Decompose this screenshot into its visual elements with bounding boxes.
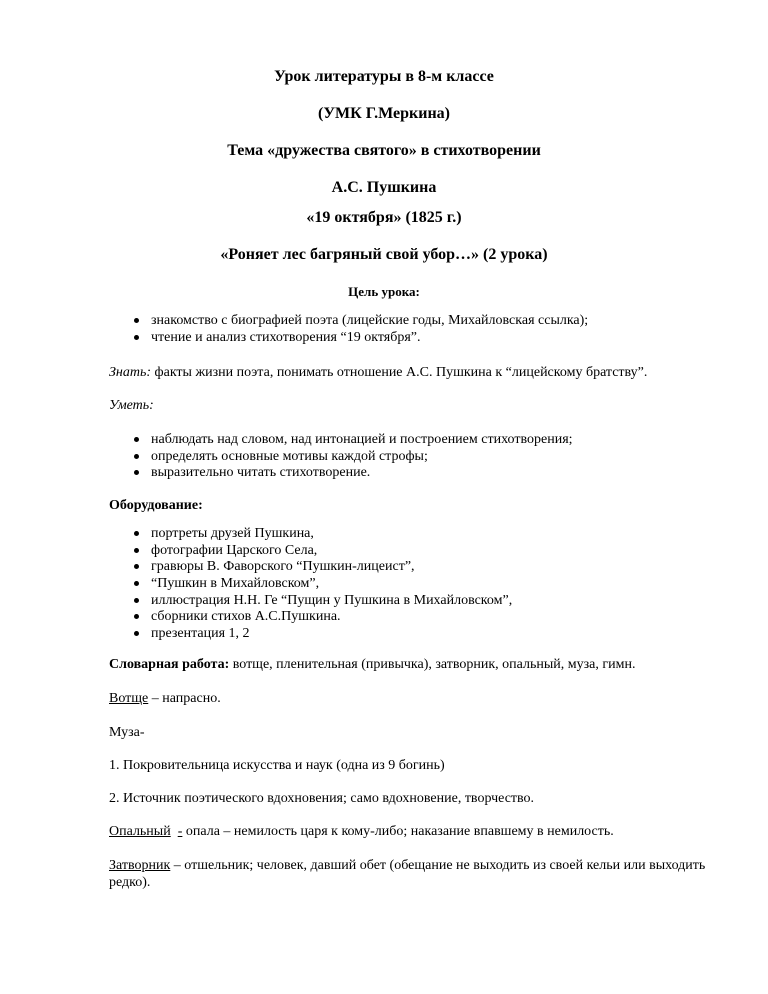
equipment-item-6: сборники стихов А.С.Пушкина.	[151, 609, 341, 625]
bullet-icon	[134, 335, 139, 340]
opalny-definition	[109, 823, 709, 840]
muza-definition-2: 2. Источник поэтического вдохновения; само вдохновение, творчество.	[109, 791, 535, 806]
bullet-icon	[134, 614, 139, 619]
opalny-text: опала – немилость царя к кому-либо; наказание впавшему в немилость.	[182, 824, 614, 839]
list-item	[109, 625, 512, 642]
list-item	[109, 575, 512, 592]
can-item-3: выразительно читать стихотворение.	[151, 465, 371, 481]
equipment-item-4: “Пушкин в Михайловском”,	[151, 576, 320, 592]
bullet-icon	[134, 564, 139, 569]
list-item	[109, 329, 588, 346]
equipment-item-5: иллюстрация Н.Н. Ге “Пущин у Пушкина в Михайловском”,	[151, 592, 513, 608]
bullet-icon	[134, 598, 139, 603]
list-item	[109, 431, 573, 448]
goal-item-2: чтение и анализ стихотворения “19 октября”.	[151, 329, 421, 345]
know-label: Знать:	[109, 365, 152, 380]
zatvornik-text: – отшельник; человек, давший обет (обещание не выходить из своей кельи или выходить редко).	[109, 858, 706, 890]
goal-heading: Цель урока:	[348, 284, 420, 299]
title-line-3: Тема «дружества святого» в стихотворении	[227, 142, 541, 159]
votsche-term: Вотще	[109, 691, 149, 706]
equipment-item-1: портреты друзей Пушкина,	[151, 526, 314, 541]
zatvornik-definition	[109, 857, 709, 891]
equipment-item-3: гравюры В. Фаворского “Пушкин-лицеист”,	[151, 559, 415, 575]
list-item	[109, 525, 512, 542]
title-line-1: Урок литературы в 8-м классе	[274, 68, 494, 85]
muza-definition-1: 1. Покровительница искусства и наук (одна из 9 богинь)	[109, 758, 445, 773]
equipment-item-2: фотографии Царского Села,	[151, 542, 318, 558]
opalny-dash: -	[177, 824, 183, 839]
know-text: факты жизни поэта, понимать отношение А.С. Пушкина к “лицейскому братству”.	[151, 365, 648, 380]
opalny-term: Опальный	[109, 824, 171, 839]
bullet-icon	[134, 437, 139, 442]
title-line-5: «19 октября» (1825 г.)	[306, 209, 462, 226]
list-item	[109, 592, 512, 609]
vocab-paragraph	[109, 656, 709, 673]
know-paragraph	[109, 364, 709, 381]
title-line-6: «Роняет лес багряный свой убор…» (2 урока)	[220, 246, 548, 263]
list-item	[109, 464, 573, 481]
bullet-icon	[134, 318, 139, 323]
votsche-definition	[109, 690, 709, 707]
zatvornik-term: Затворник	[109, 858, 171, 873]
bullet-icon	[134, 581, 139, 586]
goal-list	[109, 312, 588, 345]
list-item	[109, 448, 573, 465]
list-item	[109, 312, 588, 329]
equipment-heading: Оборудование:	[109, 498, 203, 513]
bullet-icon	[134, 548, 139, 553]
bullet-icon	[134, 531, 139, 536]
vocab-text: вотще, пленительная (привычка), затворник, опальный, муза, гимн.	[229, 657, 636, 672]
list-item	[109, 542, 512, 559]
list-item	[109, 608, 512, 625]
equipment-item-7: презентация 1, 2	[151, 626, 250, 642]
votsche-text: – напрасно.	[148, 691, 221, 706]
title-line-2: (УМК Г.Меркина)	[317, 105, 451, 122]
vocab-label: Словарная работа:	[109, 657, 230, 672]
can-list	[109, 431, 573, 481]
bullet-icon	[134, 631, 139, 636]
muza-label: Муза-	[109, 725, 145, 740]
can-item-2: определять основные мотивы каждой строфы;	[151, 448, 428, 464]
bullet-icon	[134, 470, 139, 475]
bullet-icon	[134, 454, 139, 459]
can-item-1: наблюдать над словом, над интонацией и построением стихотворения;	[151, 432, 573, 447]
equipment-list	[109, 525, 512, 642]
can-label: Уметь:	[109, 398, 154, 413]
goal-item-1: знакомство с биографией поэта (лицейские годы, Михайловская ссылка);	[151, 313, 589, 328]
list-item	[109, 558, 512, 575]
title-line-4: А.С. Пушкина	[331, 179, 437, 196]
